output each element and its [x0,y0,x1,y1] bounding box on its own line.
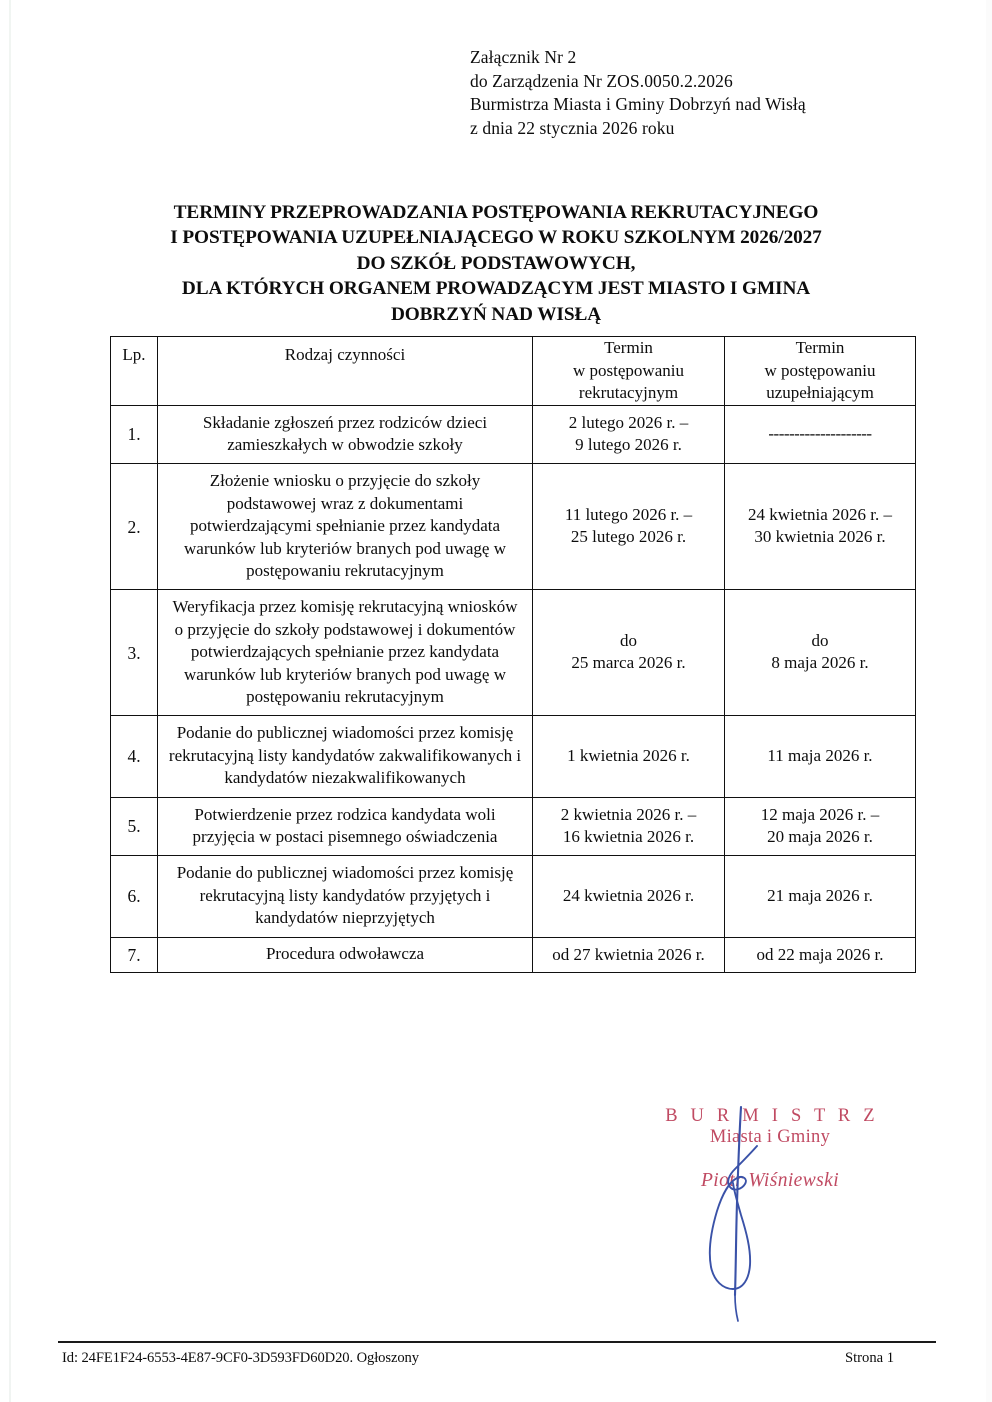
column-header-lp: Lp. [111,337,158,406]
row-number: 6. [111,856,158,937]
row-supplementary-date: 11 maja 2026 r. [725,716,916,797]
title-line-4: DLA KTÓRYCH ORGANEM PROWADZĄCYM JEST MIASTO I GMINA [181,278,811,300]
row-supplementary-date: 24 kwietnia 2026 r. – 30 kwietnia 2026 r. [725,464,916,590]
row-number: 3. [111,590,158,716]
recruitment-schedule-table [110,336,916,973]
row-recruitment-date: 2 kwietnia 2026 r. – 16 kwietnia 2026 r. [533,797,725,856]
row-supplementary-date: do 8 maja 2026 r. [725,590,916,716]
table-row [111,464,916,590]
row-recruitment-date: 24 kwietnia 2026 r. [533,856,725,937]
table-row [111,797,916,856]
row-recruitment-date: 1 kwietnia 2026 r. [533,716,725,797]
row-number: 7. [111,937,158,972]
row-supplementary-date: od 22 maja 2026 r. [725,937,916,972]
row-supplementary-date: 21 maja 2026 r. [725,856,916,937]
table-header-row [111,337,916,406]
row-number: 2. [111,464,158,590]
recruitment-header-line-3: rekrutacyjnym [578,383,679,402]
row-activity: Weryfikacja przez komisję rekrutacyjną wniosków o przyjęcie do szkoły podstawowej i dokumentów potwierdzających spełnianie przez kandydata warunków lub kryteriów branych pod uwagę w postępowaniu rekrutacyjnym [158,590,533,716]
reference-line-ordinance: do Zarządzenia Nr ZOS.0050.2.2026 [470,70,733,91]
table-row [111,716,916,797]
table-header [111,337,916,406]
row-supplementary-date: -------------------- [725,405,916,464]
recruitment-header-line-1: Termin [604,338,653,357]
title-line-3: DO SZKÓŁ PODSTAWOWYCH, [356,252,636,274]
title-line-1: TERMINY PRZEPROWADZANIA POSTĘPOWANIA REKRUTACYJNEGO [173,202,819,223]
title-line-2: I POSTĘPOWANIA UZUPEŁNIAJĄCEGO W ROKU SZKOLNYM 2026/2027 [170,227,822,249]
official-stamp [655,1105,885,1192]
title-line-5: DOBRZYŃ NAD WISŁĄ [390,303,602,325]
table-row [111,405,916,464]
stamp-subtitle: Miasta i Gminy [709,1127,831,1147]
supplementary-header-line-1: Termin [795,338,845,357]
row-activity: Składanie zgłoszeń przez rodziców dzieci zamieszkałych w obwodzie szkoły [158,405,533,464]
row-number: 5. [111,797,158,856]
table-row [111,937,916,972]
recruitment-header-line-2: w postępowaniu [573,360,684,380]
row-activity: Podanie do publicznej wiadomości przez komisję rekrutacyjną listy kandydatów zakwalifikowanych i kandydatów niezakwalifikowanych [158,716,533,797]
page-number: Strona 1 [845,1350,895,1366]
footer-divider [58,1341,936,1343]
row-recruitment-date: od 27 kwietnia 2026 r. [533,937,725,972]
supplementary-header-line-3: uzupełniającym [766,383,874,402]
row-number: 1. [111,405,158,464]
table-row [111,856,916,937]
stamp-title: B U R M I S T R Z [665,1106,879,1126]
document-id: Id: 24FE1F24-6553-4E87-9CF0-3D593FD60D20. Ogłoszony [62,1350,419,1366]
row-recruitment-date: 11 lutego 2026 r. – 25 lutego 2026 r. [533,464,725,590]
table-body [111,405,916,973]
row-supplementary-date: 12 maja 2026 r. – 20 maja 2026 r. [725,797,916,856]
column-header-supplementary [725,337,916,406]
reference-line-attachment: Załącznik Nr 2 [470,47,577,67]
page-title [0,200,992,327]
row-activity: Podanie do publicznej wiadomości przez komisję rekrutacyjną listy kandydatów przyjętych i kandydatów nieprzyjętych [158,856,533,937]
row-activity: Złożenie wniosku o przyjęcie do szkoły podstawowej wraz z dokumentami potwierdzającymi spełnianie przez kandydata warunków lub kryteriów branych pod uwagę w postępowaniu rekrutacyjnym [158,464,533,590]
row-recruitment-date: 2 lutego 2026 r. – 9 lutego 2026 r. [533,405,725,464]
stamp-signer-name: Piotr Wiśniewski [700,1170,840,1191]
reference-line-date: z dnia 22 stycznia 2026 roku [470,117,675,138]
signature-area [655,1105,915,1335]
row-recruitment-date: do 25 marca 2026 r. [533,590,725,716]
supplementary-header-line-2: w postępowaniu [764,360,876,380]
document-reference-block [470,46,806,140]
row-number: 4. [111,716,158,797]
column-header-recruitment [533,337,725,406]
reference-line-authority: Burmistrza Miasta i Gminy Dobrzyń nad Wisłą [470,94,806,114]
column-header-activity: Rodzaj czynności [158,337,533,406]
row-activity: Procedura odwoławcza [158,937,533,972]
table-row [111,590,916,716]
row-activity: Potwierdzenie przez rodzica kandydata woli przyjęcia w postaci pisemnego oświadczenia [158,797,533,856]
